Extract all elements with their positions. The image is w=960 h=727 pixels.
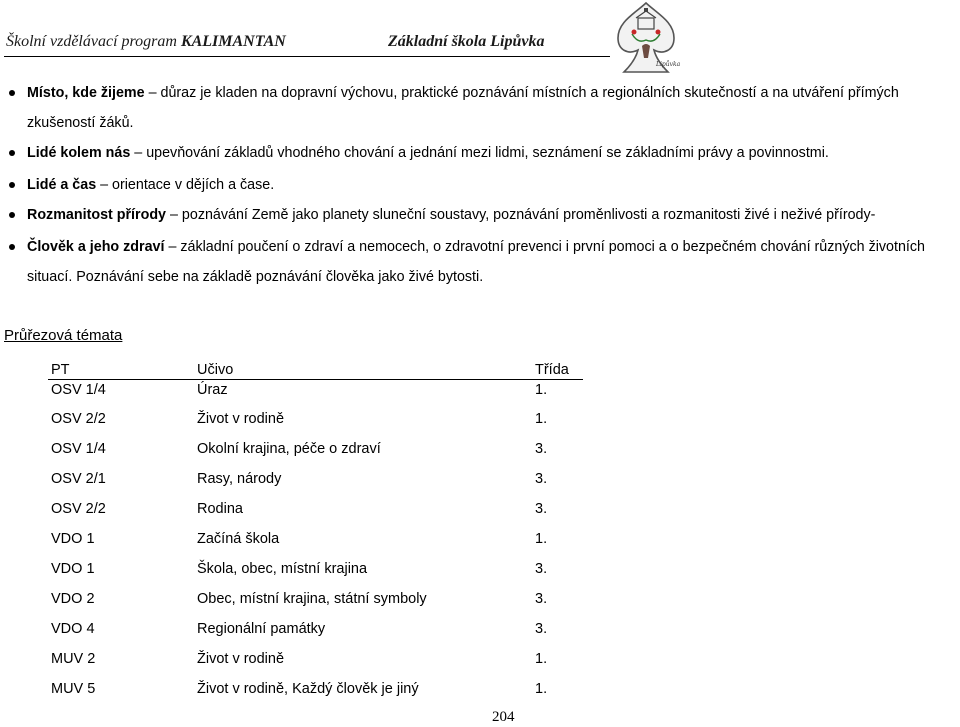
bullet-icon [9, 212, 15, 218]
table-row [48, 644, 583, 674]
bullet-term: Lidé a čas [27, 177, 97, 193]
bullet-text: – základní poučení o zdraví a nemocech, o zdravotní prevenci i první pomoci a o bezpečném chování různých životních [164, 239, 926, 255]
bullet-item [27, 200, 959, 230]
table-header-row [48, 354, 583, 380]
bullet-item [27, 138, 959, 168]
table-row [48, 434, 583, 464]
header-school-name: Základní škola Lipůvka [388, 33, 545, 50]
cell-trida: 3. [535, 441, 548, 457]
cell-pt: OSV 1/4 [51, 441, 106, 457]
cell-trida: 1. [535, 531, 548, 547]
bullet-icon [9, 150, 15, 156]
table-row [48, 614, 583, 644]
section-title: Průřezová témata [4, 327, 123, 344]
cell-pt: MUV 2 [51, 651, 96, 667]
cell-ucivo: Rasy, národy [197, 471, 282, 487]
bullet-continuation: situací. Poznávání sebe na základě poznávání člověka jako živé bytosti. [27, 269, 484, 285]
bullet-item [27, 170, 959, 200]
cell-ucivo: Rodina [197, 501, 243, 517]
bullet-text: – důraz je kladen na dopravní výchovu, praktické poznávání místních a regionálních skutečností a na utváření přímých [144, 85, 899, 101]
table-row [48, 380, 583, 405]
cell-ucivo: Okolní krajina, péče o zdraví [197, 441, 381, 457]
header-rule [4, 56, 610, 57]
bullet-term: Lidé kolem nás [27, 145, 131, 161]
cell-pt: MUV 5 [51, 681, 96, 697]
table-row [48, 674, 583, 704]
cell-trida: 1. [535, 382, 548, 398]
table-row [48, 404, 583, 434]
cell-trida: 3. [535, 591, 548, 607]
bullet-term: Místo, kde žijeme [27, 85, 145, 101]
table-row [48, 524, 583, 554]
cell-pt: OSV 2/1 [51, 471, 106, 487]
cell-trida: 3. [535, 471, 548, 487]
cell-pt: VDO 4 [51, 621, 95, 637]
table-row [48, 584, 583, 614]
column-header-ucivo: Učivo [194, 354, 532, 380]
bullet-text: – poznávání Země jako planety sluneční soustavy, poznávání proměnlivosti a rozmanitosti živé i neživé přírody- [166, 207, 876, 223]
cell-pt: VDO 2 [51, 591, 95, 607]
cell-trida: 1. [535, 411, 548, 427]
cell-ucivo: Regionální památky [197, 621, 326, 637]
cell-pt: OSV 1/4 [51, 382, 106, 398]
cell-pt: OSV 2/2 [51, 411, 106, 427]
table-row [48, 494, 583, 524]
table-row [48, 464, 583, 494]
bullet-term: Rozmanitost přírody [27, 207, 167, 223]
cell-trida: 1. [535, 651, 548, 667]
cell-ucivo: Škola, obec, místní krajina [197, 561, 368, 577]
page-number: 204 [492, 709, 515, 725]
bullet-icon [9, 244, 15, 250]
bullet-item [27, 232, 959, 292]
column-header-trida: Třída [532, 354, 583, 380]
header-school-program [6, 33, 286, 51]
cell-ucivo: Život v rodině, Každý člověk je jiný [197, 681, 419, 697]
logo-lettering: Lipůvka [656, 61, 680, 68]
cell-trida: 3. [535, 501, 548, 517]
header-program-name: KALIMANTAN [180, 33, 286, 50]
bullet-item [27, 78, 959, 138]
cell-trida: 3. [535, 561, 548, 577]
cross-curricular-table [48, 354, 583, 704]
cell-pt: VDO 1 [51, 531, 95, 547]
bullet-icon [9, 182, 15, 188]
column-header-pt: PT [48, 354, 194, 380]
cell-trida: 3. [535, 621, 548, 637]
cell-pt: VDO 1 [51, 561, 95, 577]
cell-pt: OSV 2/2 [51, 501, 106, 517]
table-row [48, 554, 583, 584]
cell-ucivo: Život v rodině [197, 411, 285, 427]
cell-ucivo: Úraz [197, 382, 228, 398]
bullet-text: – orientace v dějích a čase. [96, 177, 275, 193]
bullet-text: – upevňování základů vhodného chování a jednání mezi lidmi, seznámení se základními právy a povinnostmi. [130, 145, 829, 161]
cell-trida: 1. [535, 681, 548, 697]
school-logo [612, 0, 680, 78]
cell-ucivo: Obec, místní krajina, státní symboly [197, 591, 427, 607]
cell-ucivo: Život v rodině [197, 651, 285, 667]
bullet-icon [9, 90, 15, 96]
bullet-continuation: zkušeností žáků. [27, 115, 134, 131]
bullet-term: Člověk a jeho zdraví [27, 239, 165, 255]
cell-ucivo: Začíná škola [197, 531, 280, 547]
header-program-text: Školní vzdělávací program [6, 33, 181, 50]
